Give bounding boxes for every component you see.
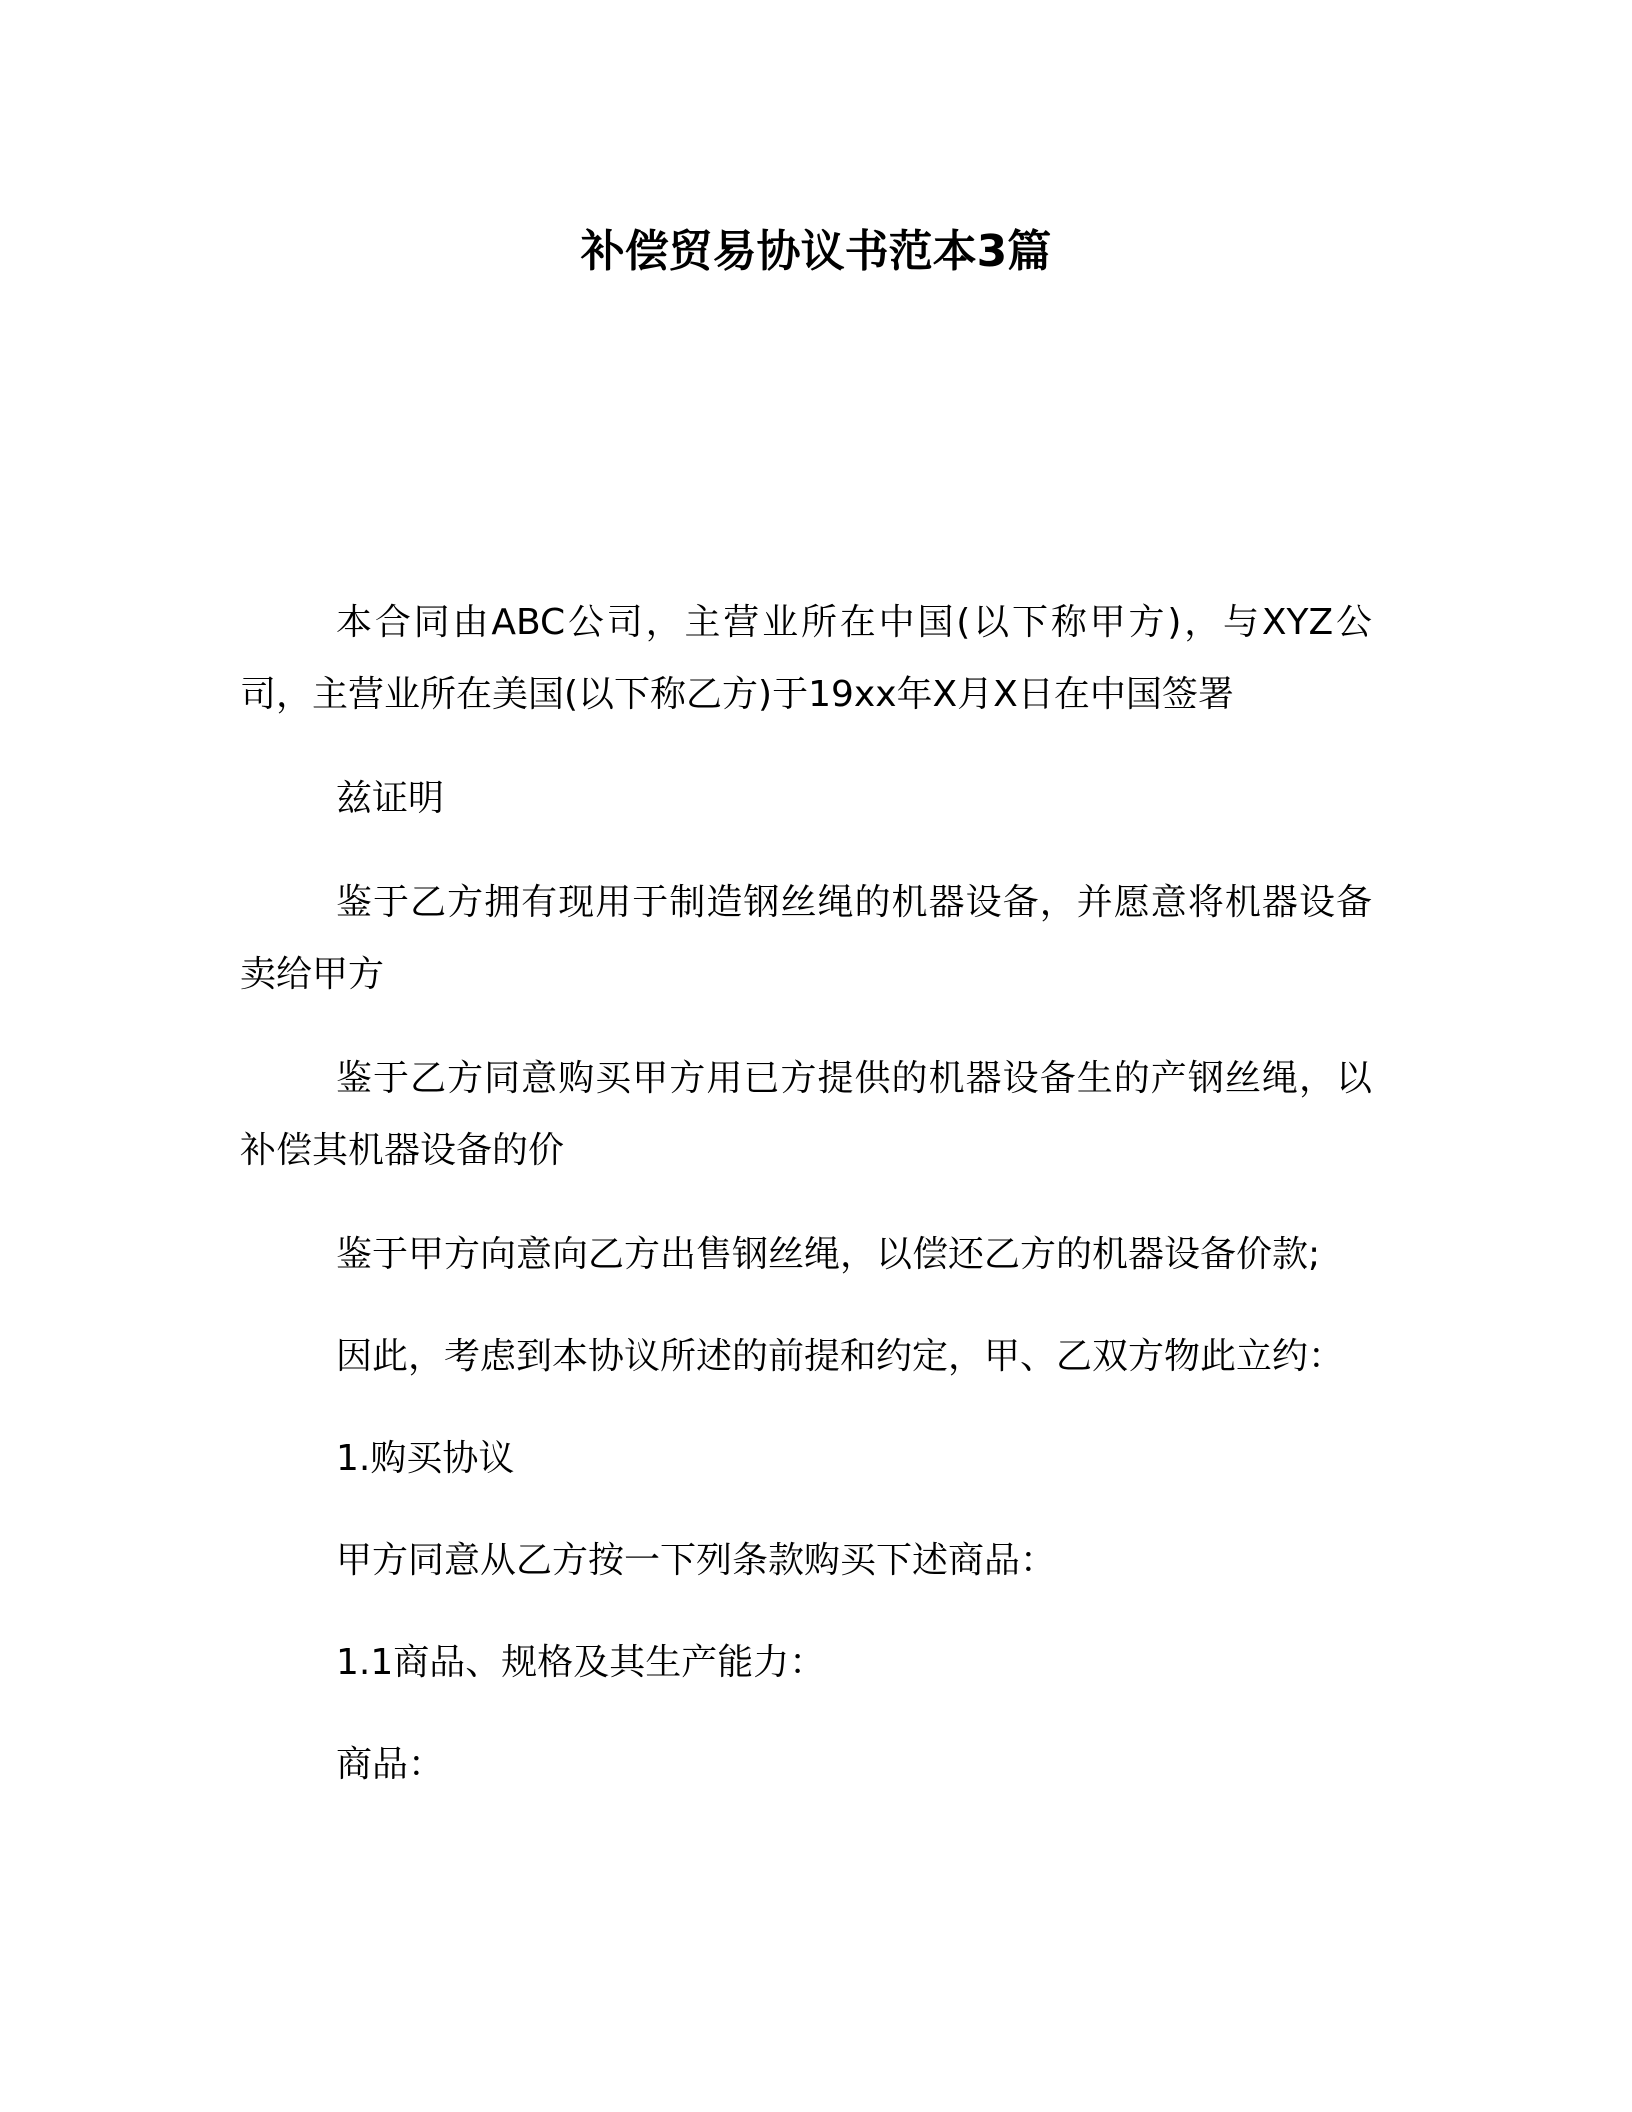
- section-heading-purchase-agreement: 1.购买协议: [336, 1438, 515, 1479]
- document-title: 补偿贸易协议书范本3篇: [580, 226, 1052, 277]
- section-heading-goods-specs: 1.1商品、规格及其生产能力：: [336, 1642, 826, 1683]
- paragraph-witnesseth: 兹证明: [336, 778, 445, 819]
- paragraph-contract-parties: 本合同由ABC公司，主营业所在中国(以下称甲方)，与XYZ公司，主营业所在美国(以下称乙方)于19xx年X月X日在中国签署: [240, 602, 1372, 715]
- paragraph-whereas-equipment: 鉴于乙方拥有现用于制造钢丝绳的机器设备，并愿意将机器设备卖给甲方: [240, 882, 1372, 995]
- document-body: [240, 587, 1372, 1801]
- paragraph-purchase-terms: 甲方同意从乙方按一下列条款购买下述商品：: [336, 1540, 1057, 1581]
- paragraph-therefore: 因此，考虑到本协议所述的前提和约定，甲、乙双方物此立约：: [336, 1336, 1345, 1377]
- paragraph-whereas-purchase: 鉴于乙方同意购买甲方用已方提供的机器设备生的产钢丝绳，以补偿其机器设备的价: [240, 1058, 1372, 1171]
- paragraph-goods-label: 商品：: [336, 1744, 445, 1785]
- paragraph-whereas-repay: 鉴于甲方向意向乙方出售钢丝绳，以偿还乙方的机器设备价款;: [336, 1234, 1321, 1275]
